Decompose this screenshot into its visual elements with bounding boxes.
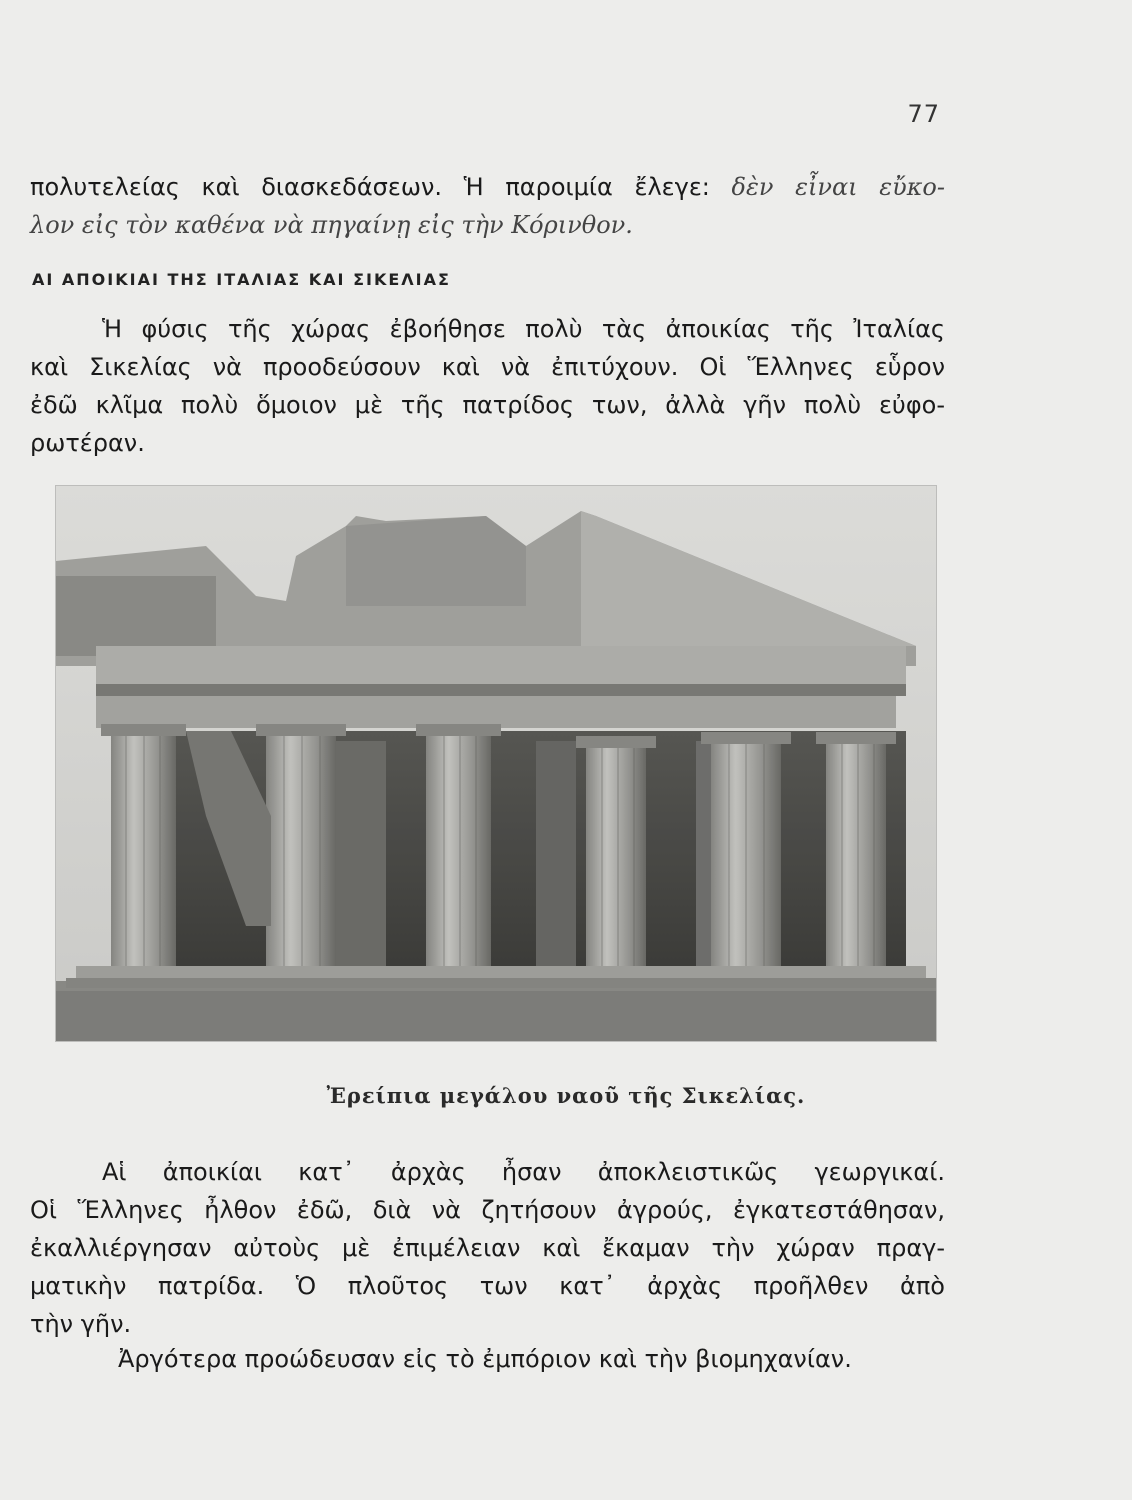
paragraph-2-line-3: ἐκαλλιέργησαν αὐτοὺς μὲ ἐπιμέλειαν καὶ ἔκαμαν τὴν χώραν πραγ- bbox=[30, 1234, 945, 1262]
paragraph-3 bbox=[30, 1340, 945, 1378]
paragraph-2-line-4: ματικὴν πατρίδα. Ὁ πλοῦτος των κατ᾽ ἀρχὰς προῆλθεν ἀπὸ bbox=[30, 1272, 945, 1300]
paragraph-3-line-1: Ἀργότερα προώδευσαν εἰς τὸ ἐμπόριον καὶ τὴν βιομηχανίαν. bbox=[118, 1345, 852, 1373]
paragraph-1-line-3: ἐδῶ κλῖμα πολὺ ὅμοιον μὲ τῆς πατρίδος των, ἀλλὰ γῆν πολὺ εὐφο- bbox=[30, 391, 945, 419]
temple-ruins-photo bbox=[55, 485, 937, 1042]
intro-line-2: λον εἰς τὸν καθένα νὰ πηγαίνῃ εἰς τὴν Κόρινθον. bbox=[30, 211, 633, 239]
paragraph-1-line-4: ρωτέραν. bbox=[30, 429, 145, 457]
paragraph-1 bbox=[30, 310, 945, 462]
paragraph-2-line-5: τὴν γῆν. bbox=[30, 1310, 132, 1338]
intro-line-1 bbox=[30, 168, 945, 206]
intro-paragraph bbox=[30, 168, 945, 244]
paragraph-2-line-1: Αἱ ἀποικίαι κατ᾽ ἀρχὰς ἦσαν ἀποκλειστικῶς γεωργικαί. bbox=[102, 1158, 945, 1186]
paragraph-1-line-1: Ἡ φύσις τῆς χώρας ἐβοήθησε πολὺ τὰς ἀποικίας τῆς Ἰταλίας bbox=[102, 315, 945, 343]
paragraph-2 bbox=[30, 1153, 945, 1343]
paragraph-1-line-2: καὶ Σικελίας νὰ προοδεύσουν καὶ νὰ ἐπιτύχουν. Οἱ Ἕλληνες εὗρον bbox=[30, 353, 945, 381]
page-number: 77 bbox=[907, 100, 940, 128]
paragraph-2-line-2: Οἱ Ἕλληνες ἦλθον ἐδῶ, διὰ νὰ ζητήσουν ἀγρούς, ἐγκατεστάθησαν, bbox=[30, 1196, 945, 1224]
figure-caption: Ἐρείπια μεγάλου ναοῦ τῆς Σικελίας. bbox=[326, 1083, 806, 1108]
temple-illustration bbox=[56, 486, 936, 1041]
intro-line-1-plain: πολυτελείας καὶ διασκεδάσεων. Ἡ παροιμία ἔλεγε: bbox=[30, 173, 710, 201]
intro-line-1-italic: δὲν εἶναι εὔκο- bbox=[731, 173, 945, 201]
section-heading: ΑΙ ΑΠΟΙΚΙΑΙ ΤΗΣ ΙΤΑΛΙΑΣ ΚΑΙ ΣΙΚΕΛΙΑΣ bbox=[32, 270, 451, 289]
